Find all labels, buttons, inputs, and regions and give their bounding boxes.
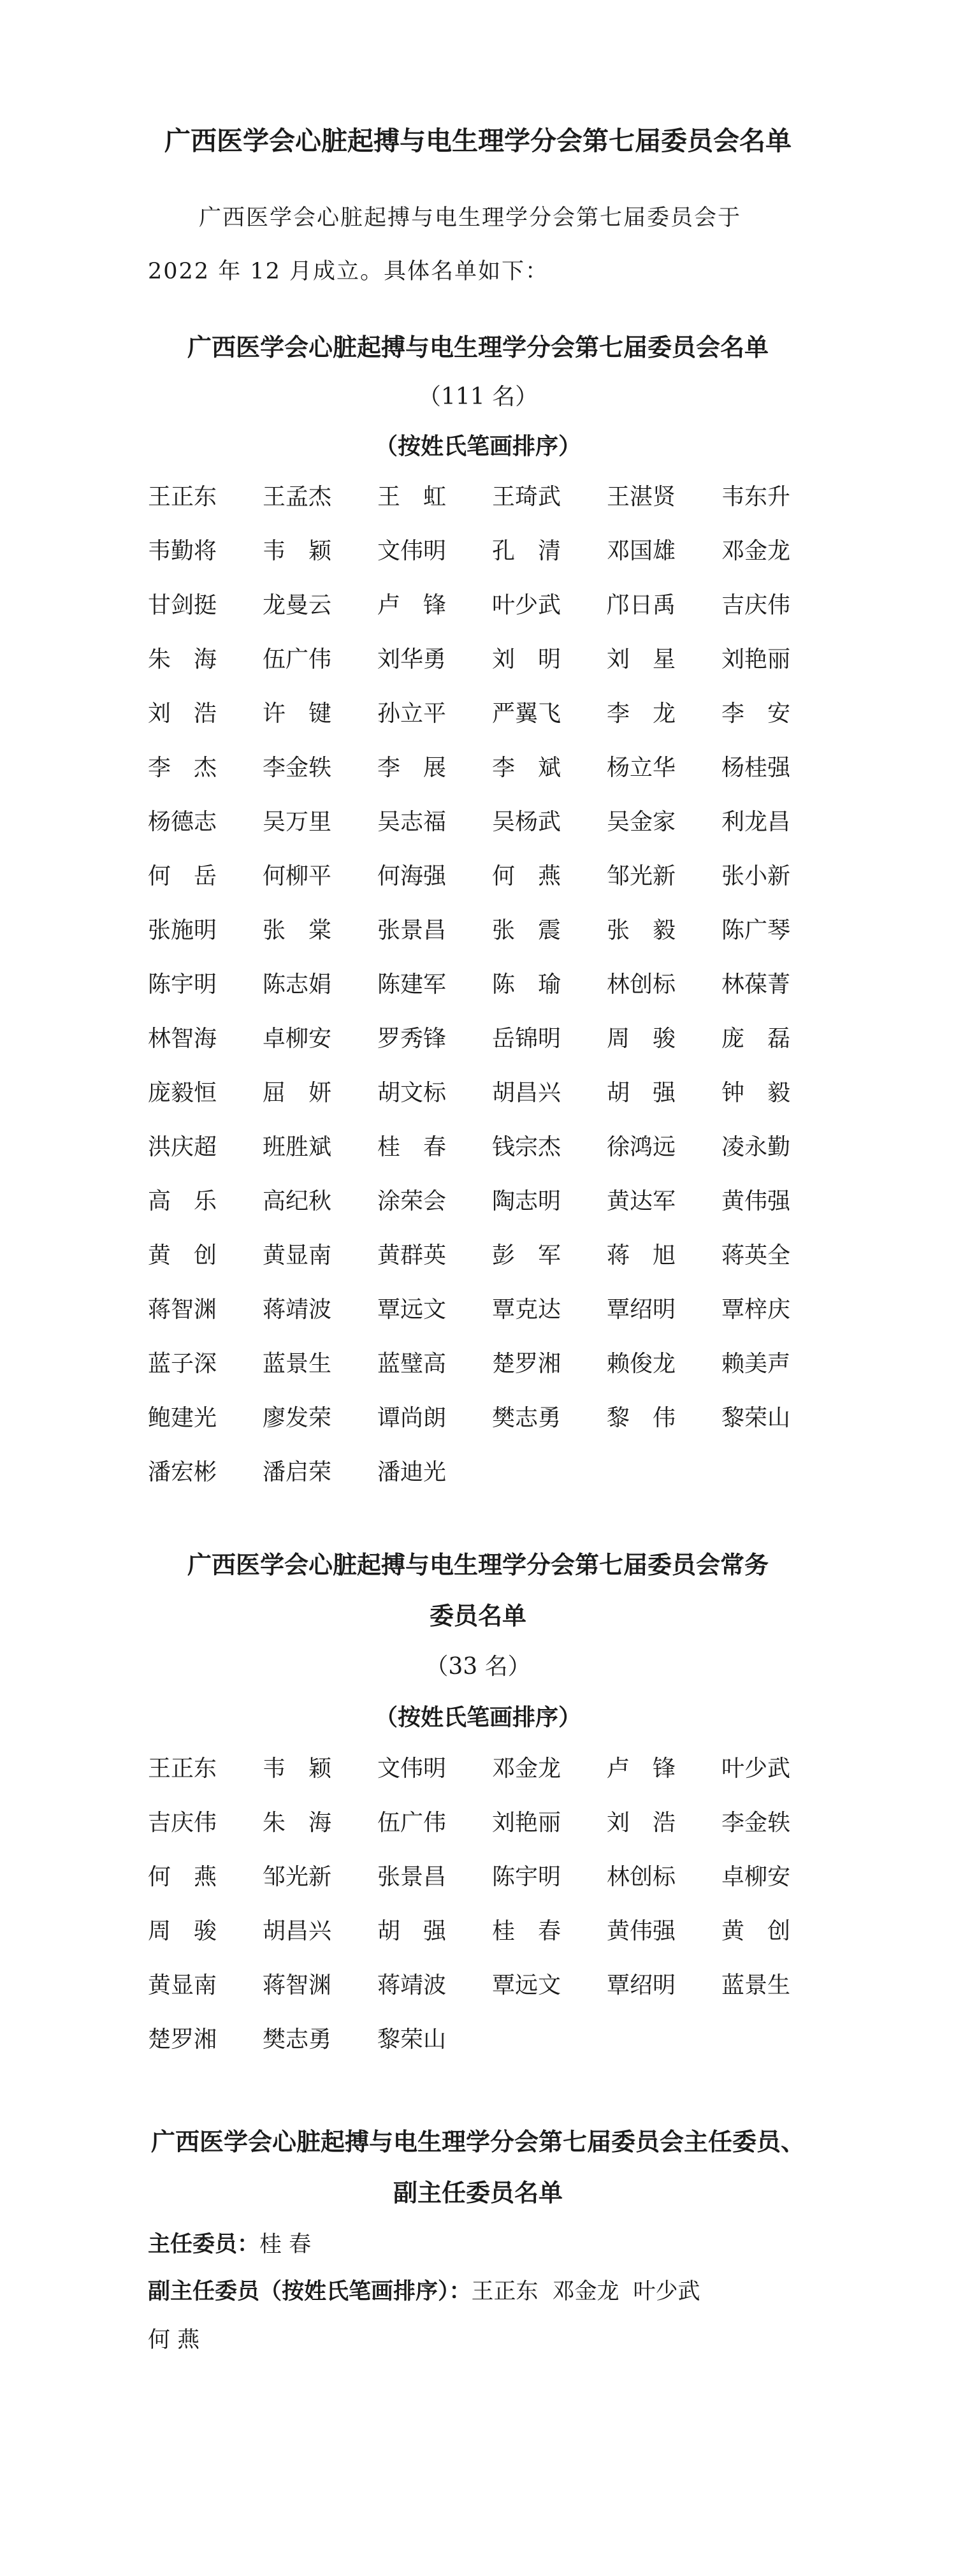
member-name: 蒋英全 xyxy=(721,1242,791,1269)
member-name: 凌永勤 xyxy=(721,1134,791,1160)
committee-title: 广西医学会心脏起搏与电生理学分会第七届委员会名单 xyxy=(187,333,769,361)
standing-title-line-2: 委员名单 xyxy=(429,1602,526,1630)
committee-count: （111 名） xyxy=(417,384,539,410)
member-name: 卢锋 xyxy=(607,1756,676,1782)
member-name: 吉庆伟 xyxy=(148,1810,217,1836)
member-name: 谭尚朗 xyxy=(377,1405,447,1431)
committee-order-note: （按姓氏笔画排序） xyxy=(374,433,581,460)
member-name: 林葆菁 xyxy=(721,971,791,998)
member-name: 蓝景生 xyxy=(721,1972,791,1998)
member-name: 蓝子深 xyxy=(148,1351,217,1377)
member-name: 卓柳安 xyxy=(721,1864,791,1890)
member-name: 胡强 xyxy=(607,1080,676,1106)
member-name: 楚罗湘 xyxy=(148,2027,217,2053)
member-name: 孔清 xyxy=(492,538,561,564)
member-name: 吴杨武 xyxy=(492,809,561,835)
member-name: 韦东升 xyxy=(721,484,791,510)
member-name: 林创标 xyxy=(607,971,676,998)
member-name: 王孟杰 xyxy=(263,484,332,510)
member-name: 高纪秋 xyxy=(263,1188,332,1214)
member-name: 廖发荣 xyxy=(263,1405,332,1431)
member-name: 蒋旭 xyxy=(607,1242,676,1269)
member-name: 张棠 xyxy=(263,917,331,943)
member-name: 邓国雄 xyxy=(607,538,676,564)
member-name: 胡强 xyxy=(377,1918,446,1944)
member-name: 屈妍 xyxy=(263,1080,331,1106)
member-name: 楚罗湘 xyxy=(492,1351,561,1377)
member-name: 王正东 xyxy=(148,484,217,510)
standing-member-grid xyxy=(148,1750,836,2075)
member-name: 蒋智渊 xyxy=(148,1297,217,1323)
member-name: 王湛贤 xyxy=(607,484,676,510)
member-name: 覃远文 xyxy=(377,1297,447,1323)
member-name: 甘剑挺 xyxy=(148,592,217,618)
member-name: 王琦武 xyxy=(492,484,561,510)
member-name: 杨桂强 xyxy=(721,755,791,781)
member-name: 胡昌兴 xyxy=(492,1080,561,1106)
member-name: 彭军 xyxy=(492,1242,561,1269)
member-name: 周骏 xyxy=(607,1026,676,1052)
member-name: 黎荣山 xyxy=(377,2027,447,2053)
member-name: 韦勤将 xyxy=(148,538,217,564)
member-name: 何海强 xyxy=(377,863,447,889)
member-name: 赖美声 xyxy=(721,1351,791,1377)
standing-order-note: （按姓氏笔画排序） xyxy=(374,1705,581,1731)
member-name: 庞毅恒 xyxy=(148,1080,217,1106)
member-name: 卢锋 xyxy=(377,592,446,618)
member-name: 严翼飞 xyxy=(492,701,561,727)
member-name: 陈广琴 xyxy=(721,917,791,943)
member-name: 覃梓庆 xyxy=(721,1297,791,1323)
member-name: 钱宗杰 xyxy=(492,1134,561,1160)
member-name: 张小新 xyxy=(721,863,791,889)
member-name: 吴志福 xyxy=(377,809,447,835)
member-name: 黄显南 xyxy=(148,1972,217,1998)
vice-chair-line xyxy=(148,2277,714,2306)
member-name: 覃绍明 xyxy=(607,1297,676,1323)
member-name: 韦颖 xyxy=(263,538,331,564)
leaders-title-line-2: 副主任委员名单 xyxy=(393,2179,563,2207)
member-name: 朱海 xyxy=(263,1810,331,1836)
member-name: 刘星 xyxy=(607,646,676,673)
member-name: 林创标 xyxy=(607,1864,676,1890)
standing-count: （33 名） xyxy=(425,1654,531,1680)
member-name: 涂荣会 xyxy=(377,1188,447,1214)
member-name: 张景昌 xyxy=(377,917,447,943)
member-name: 伍广伟 xyxy=(263,646,332,673)
leaders-title-line-1: 广西医学会心脏起搏与电生理学分会第七届委员会主任委员、 xyxy=(150,2128,805,2156)
chair-name: 桂 春 xyxy=(259,2232,312,2257)
vice-chair-name: 邓金龙 xyxy=(552,2279,619,2304)
member-name: 黄群英 xyxy=(377,1242,447,1269)
member-name: 蒋智渊 xyxy=(263,1972,332,1998)
member-name: 孙立平 xyxy=(377,701,447,727)
member-name: 李龙 xyxy=(607,701,676,727)
member-name: 何燕 xyxy=(492,863,561,889)
member-name: 张施明 xyxy=(148,917,217,943)
member-name: 韦颖 xyxy=(263,1756,331,1782)
member-name: 赖俊龙 xyxy=(607,1351,676,1377)
member-name: 许键 xyxy=(263,701,331,727)
member-name: 林智海 xyxy=(148,1026,217,1052)
member-name: 潘宏彬 xyxy=(148,1459,217,1485)
member-name: 文伟明 xyxy=(377,538,447,564)
member-name: 蓝景生 xyxy=(263,1351,332,1377)
member-name: 王正东 xyxy=(148,1756,217,1782)
member-name: 何柳平 xyxy=(263,863,332,889)
member-name: 钟毅 xyxy=(721,1080,790,1106)
member-name: 李安 xyxy=(721,701,790,727)
member-name: 吴万里 xyxy=(263,809,332,835)
intro-line-1: 广西医学会心脏起搏与电生理学分会第七届委员会于 xyxy=(199,205,742,231)
member-name: 胡文标 xyxy=(377,1080,447,1106)
vice-chair-name: 王正东 xyxy=(471,2279,539,2304)
member-name: 邝日禹 xyxy=(607,592,676,618)
member-name: 蒋靖波 xyxy=(377,1972,447,1998)
member-name: 洪庆超 xyxy=(148,1134,217,1160)
member-name: 卓柳安 xyxy=(263,1026,332,1052)
vice-chair-line-2 xyxy=(148,2325,199,2355)
vice-chair-label: 副主任委员（按姓氏笔画排序）： xyxy=(148,2279,472,2304)
member-name: 黎伟 xyxy=(607,1405,676,1431)
member-name: 覃克达 xyxy=(492,1297,561,1323)
member-name: 陈宇明 xyxy=(148,971,217,998)
member-name: 邓金龙 xyxy=(721,538,791,564)
member-name: 罗秀锋 xyxy=(377,1026,447,1052)
member-name: 李金轶 xyxy=(263,755,332,781)
member-name: 刘浩 xyxy=(148,701,217,727)
main-title: 广西医学会心脏起搏与电生理学分会第七届委员会名单 xyxy=(164,126,792,156)
member-name: 蒋靖波 xyxy=(263,1297,332,1323)
member-name: 刘华勇 xyxy=(377,646,447,673)
member-name: 伍广伟 xyxy=(377,1810,447,1836)
member-name: 黄创 xyxy=(148,1242,217,1269)
member-name: 潘启荣 xyxy=(263,1459,332,1485)
member-name: 周骏 xyxy=(148,1918,217,1944)
member-name: 杨德志 xyxy=(148,809,217,835)
member-name: 陶志明 xyxy=(492,1188,561,1214)
chair-label: 主任委员： xyxy=(148,2232,260,2257)
vice-chair-names xyxy=(472,2279,714,2304)
member-name: 鲍建光 xyxy=(148,1405,217,1431)
member-name: 叶少武 xyxy=(492,592,561,618)
member-name: 刘艳丽 xyxy=(721,646,791,673)
member-name: 刘艳丽 xyxy=(492,1810,561,1836)
member-name: 黎荣山 xyxy=(721,1405,791,1431)
member-name: 黄显南 xyxy=(263,1242,332,1269)
member-name: 刘浩 xyxy=(607,1810,676,1836)
member-name: 陈志娟 xyxy=(263,971,332,998)
member-name: 何岳 xyxy=(148,863,217,889)
member-name: 吴金家 xyxy=(607,809,676,835)
member-name: 蓝璧高 xyxy=(377,1351,447,1377)
member-name: 桂春 xyxy=(492,1918,561,1944)
member-name: 张景昌 xyxy=(377,1864,447,1890)
member-name: 邹光新 xyxy=(607,863,676,889)
member-name: 陈瑜 xyxy=(492,971,561,998)
member-name: 朱海 xyxy=(148,646,217,673)
member-name: 叶少武 xyxy=(721,1756,791,1782)
member-name: 黄创 xyxy=(721,1918,790,1944)
member-name: 徐鸿远 xyxy=(607,1134,676,1160)
member-name: 何燕 xyxy=(148,1864,217,1890)
member-name: 杨立华 xyxy=(607,755,676,781)
member-name: 潘迪光 xyxy=(377,1459,447,1485)
member-name: 岳锦明 xyxy=(492,1026,561,1052)
member-name: 李斌 xyxy=(492,755,561,781)
member-name: 吉庆伟 xyxy=(721,592,791,618)
committee-member-grid xyxy=(148,478,836,1508)
member-name: 覃远文 xyxy=(492,1972,561,1998)
member-name: 胡昌兴 xyxy=(263,1918,332,1944)
intro-line-2: 2022 年 12 月成立。具体名单如下： xyxy=(148,259,549,284)
member-name: 庞磊 xyxy=(721,1026,790,1052)
member-name: 王虹 xyxy=(377,484,446,510)
member-name: 樊志勇 xyxy=(263,2027,332,2053)
member-name: 覃绍明 xyxy=(607,1972,676,1998)
member-name: 邹光新 xyxy=(263,1864,332,1890)
member-name: 陈建军 xyxy=(377,971,447,998)
chair-line xyxy=(148,2230,311,2259)
member-name: 李展 xyxy=(377,755,446,781)
standing-title-line-1: 广西医学会心脏起搏与电生理学分会第七届委员会常务 xyxy=(187,1551,769,1579)
intro-paragraph xyxy=(148,191,817,298)
member-name: 文伟明 xyxy=(377,1756,447,1782)
member-name: 黄达军 xyxy=(607,1188,676,1214)
member-name: 高乐 xyxy=(148,1188,217,1214)
member-name: 刘明 xyxy=(492,646,561,673)
member-name: 李金轶 xyxy=(721,1810,791,1836)
vice-chair-name: 叶少武 xyxy=(633,2279,700,2304)
member-name: 龙曼云 xyxy=(263,592,332,618)
member-name: 陈宇明 xyxy=(492,1864,561,1890)
member-name: 黄伟强 xyxy=(607,1918,676,1944)
member-name: 桂春 xyxy=(377,1134,446,1160)
member-name: 张毅 xyxy=(607,917,676,943)
member-name: 张震 xyxy=(492,917,561,943)
member-name: 李杰 xyxy=(148,755,217,781)
member-name: 黄伟强 xyxy=(721,1188,791,1214)
member-name: 利龙昌 xyxy=(721,809,791,835)
member-name: 班胜斌 xyxy=(263,1134,332,1160)
member-name: 樊志勇 xyxy=(492,1405,561,1431)
vice-chair-name-last: 何 燕 xyxy=(148,2327,200,2353)
member-name: 邓金龙 xyxy=(492,1756,561,1782)
